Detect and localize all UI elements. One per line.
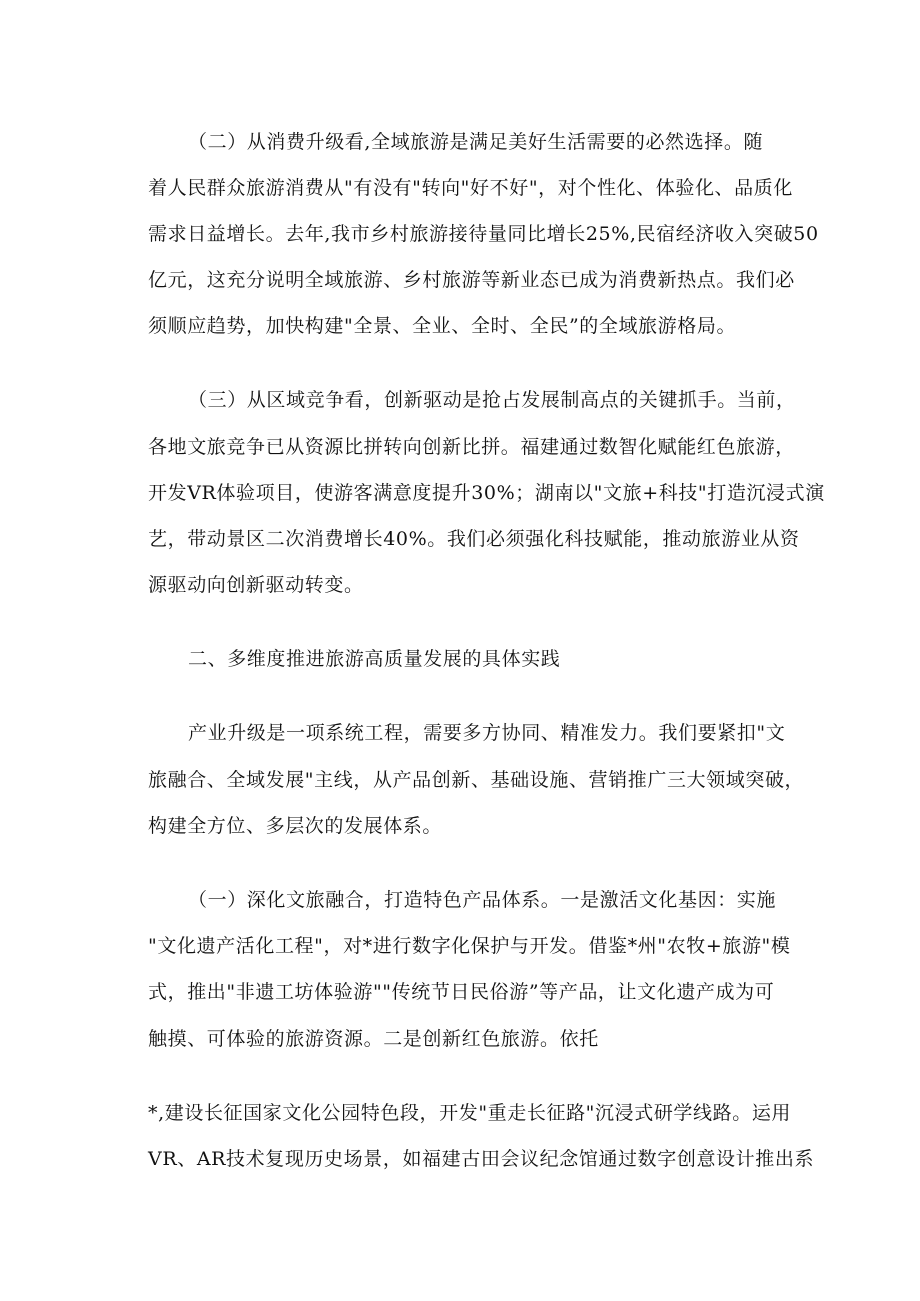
- paragraph-5-line-2: VR、AR技术复现历史场景，如福建古田会议纪念馆通过数字创意设计推出系: [148, 1148, 815, 1170]
- paragraph-3-line-2: 旅融合、全域发展"主线，从产品创新、基础设施、营销推广三大领域突破，: [148, 769, 805, 791]
- paragraph-2-line-3: 开发VR体验项目，使游客满意度提升30%；湖南以"文旅+科技"打造沉浸式演: [148, 482, 825, 504]
- paragraph-4-line-3: 式，推出"非遗工坊体验游""传统节日民俗游”等产品，让文化遗产成为可: [148, 981, 775, 1003]
- paragraph-2-line-2: 各地文旅竞争已从资源比拼转向创新比拼。福建通过数智化赋能红色旅游，: [148, 436, 795, 458]
- paragraph-4-line-1: （一）深化文旅融合，打造特色产品体系。一是激活文化基因：实施: [188, 889, 777, 911]
- paragraph-4-line-4: 触摸、可体验的旅游资源。二是创新红色旅游。依托: [148, 1028, 599, 1050]
- paragraph-3-line-1: 产业升级是一项系统工程，需要多方协同、精准发力。我们要紧扣"文: [188, 722, 786, 744]
- section-heading: 二、多维度推进旅游高质量发展的具体实践: [188, 648, 561, 670]
- paragraph-2-line-1: （三）从区域竞争看，创新驱动是抢占发展制高点的关键抓手。当前，: [188, 389, 796, 411]
- paragraph-1-line-2: 着人民群众旅游消费从"有没有"转向"好不好"，对个性化、体验化、品质化: [148, 177, 793, 199]
- paragraph-5-line-1: *,建设长征国家文化公园特色段，开发"重走长征路"沉浸式研学线路。运用: [148, 1102, 792, 1124]
- paragraph-3-line-3: 构建全方位、多层次的发展体系。: [148, 815, 443, 837]
- paragraph-1-line-1: （二）从消费升级看,全域旅游是满足美好生活需要的必然选择。随: [188, 131, 764, 153]
- paragraph-2-line-5: 源驱动向创新驱动转变。: [148, 574, 364, 596]
- paragraph-2-line-4: 艺，带动景区二次消费增长40%。我们必须强化科技赋能，推动旅游业从资: [148, 528, 800, 550]
- paragraph-1-line-3: 需求日益增长。去年,我市乡村旅游接待量同比增长25%,民宿经济收入突破50: [148, 223, 819, 245]
- paragraph-1-line-4: 亿元，这充分说明全域旅游、乡村旅游等新业态已成为消费新热点。我们必: [148, 269, 795, 291]
- paragraph-1-line-5: 须顺应趋势，加快构建"全景、全业、全时、全民”的全域旅游格局。: [148, 315, 737, 337]
- paragraph-4-line-2: "文化遗产活化工程"，对*进行数字化保护与开发。借鉴*州"农牧+旅游"模: [148, 935, 791, 957]
